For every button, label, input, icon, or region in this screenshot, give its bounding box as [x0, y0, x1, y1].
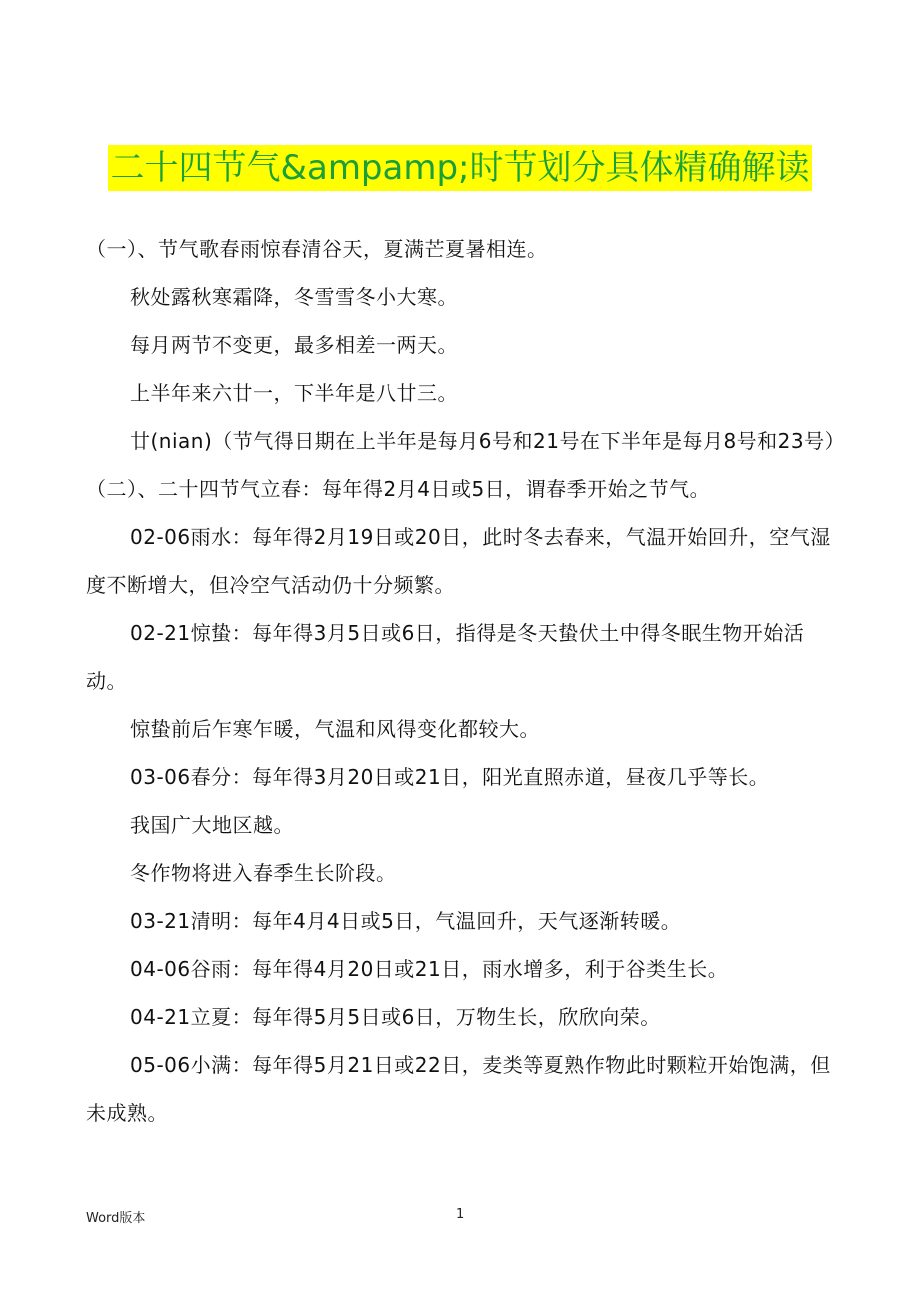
paragraph: 02-21惊蛰：每年得3月5日或6日，指得是冬天蛰伏土中得冬眠生物开始活动。	[86, 621, 805, 693]
paragraph: 廿(nian)（节气得日期在上半年是每月6号和21号在下半年是每月8号和23号）（二）、二十四节气立春：每年得2月4日或5日，谓春季开始之节气。	[86, 429, 836, 501]
document-body	[86, 225, 838, 1137]
paragraph: 02-06雨水：每年得2月19日或20日，此时冬去春来，气温开始回升，空气湿度不断增大，但冷空气活动仍十分频繁。	[86, 525, 831, 597]
paragraph: 冬作物将进入春季生长阶段。	[130, 861, 397, 885]
title-container	[0, 145, 920, 191]
document-title: 二十四节气&ampamp;时节划分具体精确解读	[108, 145, 811, 191]
paragraph: 惊蛰前后乍寒乍暖，气温和风得变化都较大。	[130, 717, 540, 741]
page-footer	[86, 1207, 838, 1227]
paragraph: 05-06小满：每年得5月21日或22日，麦类等夏熟作物此时颗粒开始饱满，但未成熟。	[86, 1053, 831, 1125]
paragraph: 03-21清明：每年4月4日或5日，气温回升，天气逐渐转暖。	[130, 909, 682, 933]
paragraph: 秋处露秋寒霜降，冬雪雪冬小大寒。	[130, 285, 458, 309]
paragraph: 每月两节不变更，最多相差一两天。	[130, 333, 458, 357]
paragraph: 上半年来六廿一，下半年是八廿三。	[130, 381, 458, 405]
footer-label: Word版本	[86, 1211, 146, 1226]
page-number: 1	[456, 1207, 465, 1222]
paragraph: 04-21立夏：每年得5月5日或6日，万物生长，欣欣向荣。	[130, 1005, 661, 1029]
paragraph: （一）、节气歌春雨惊春清谷天，夏满芒夏暑相连。	[86, 237, 548, 261]
paragraph: 我国广大地区越。	[130, 813, 294, 837]
paragraph: 04-06谷雨：每年得4月20日或21日，雨水增多，利于谷类生长。	[130, 957, 729, 981]
paragraph: 03-06春分：每年得3月20日或21日，阳光直照赤道，昼夜几乎等长。	[130, 765, 770, 789]
